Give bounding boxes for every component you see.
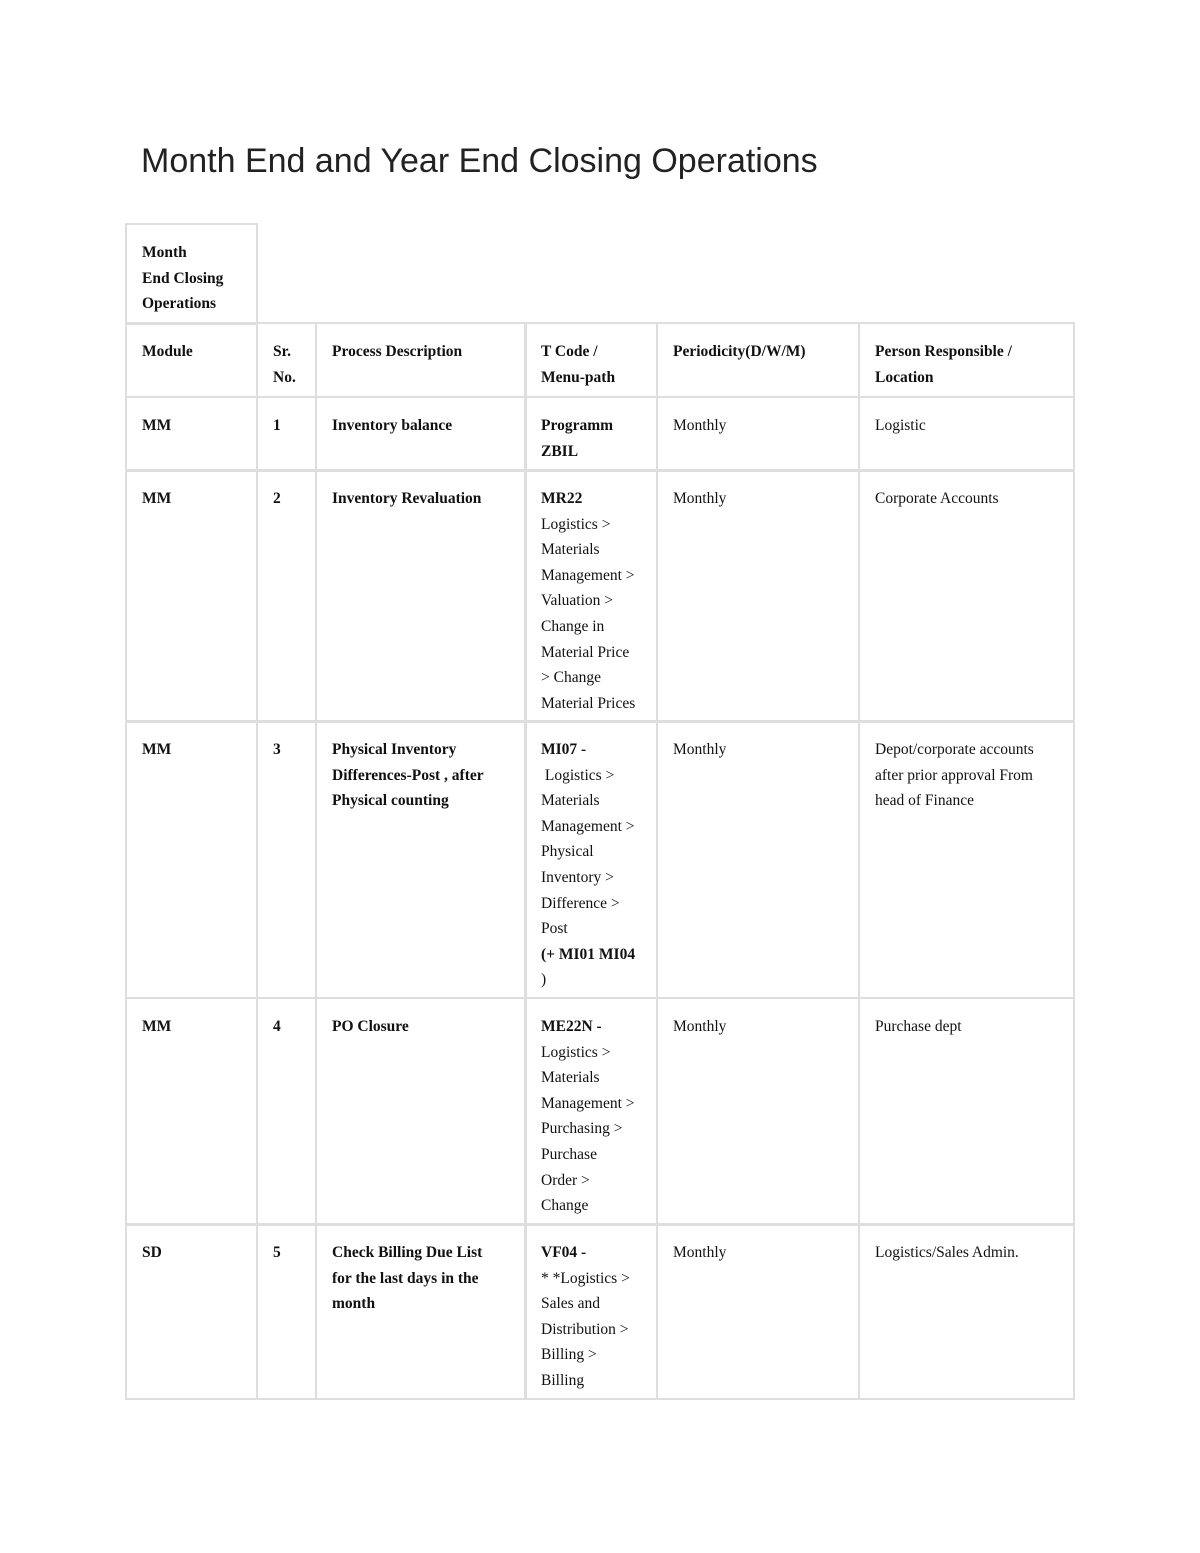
tcode-code-line: ME22N - [541,1018,602,1035]
process-line: Physical Inventory [332,741,457,758]
periodicity-text: Monthly [673,417,727,434]
header-process-label: Process Description [332,343,463,360]
process-line: Check Billing Due List [332,1244,483,1261]
row-1-periodicity [656,396,860,472]
section-label-line: End Closing [142,269,224,287]
tcode-path-line: Management > [541,1094,635,1112]
sr-text: 5 [273,1244,281,1261]
header-tcode-line: T Code / [541,343,598,360]
row-3-sr [256,720,317,999]
row-5-tcode [524,1223,658,1400]
process-line: Inventory Revaluation [332,490,482,507]
process-line: Physical counting [332,792,449,810]
periodicity-text: Monthly [673,490,727,507]
process-line: Differences-Post , after [332,766,484,784]
row-3-process [315,720,527,999]
tcode-code-line: Programm [541,417,614,434]
tcode-path-line: Purchasing > [541,1120,623,1138]
header-tcode [524,322,658,398]
header-tcode-line: Menu-path [541,368,616,386]
row-4-periodicity [656,997,860,1226]
header-person-line: Location [875,368,934,386]
row-1-person [858,396,1075,472]
tcode-path-line: Billing > [541,1346,597,1364]
person-line: Purchase dept [875,1018,962,1035]
tcode-path-line: Inventory > [541,868,614,886]
module-text: MM [142,417,172,434]
row-2-module [125,469,258,723]
tcode-path-line: Difference > [541,894,620,912]
tcode-path-line: Management > [541,817,635,835]
person-line: Corporate Accounts [875,490,999,507]
person-line: Logistics/Sales Admin. [875,1244,1019,1261]
header-sr-no-line: Sr. [273,343,291,360]
row-4-sr [256,997,317,1226]
module-text: MM [142,490,172,507]
row-2-process [315,469,527,723]
row-2-tcode [524,469,658,723]
process-line: for the last days in the [332,1269,479,1287]
header-periodicity [656,322,860,398]
tcode-path-line: Post [541,920,568,938]
periodicity-text: Monthly [673,741,727,758]
tcode-path-line: > Change [541,669,601,687]
tcode-path-line: Distribution > [541,1320,629,1338]
module-text: MM [142,741,172,758]
row-5-person [858,1223,1075,1400]
header-process [315,322,527,398]
row-1-sr [256,396,317,472]
periodicity-text: Monthly [673,1244,727,1261]
tcode-path-line: Purchase [541,1145,597,1163]
row-4-module [125,997,258,1226]
row-4-person [858,997,1075,1226]
periodicity-text: Monthly [673,1018,727,1035]
header-sr-no [256,322,317,398]
row-1-process [315,396,527,472]
process-line: PO Closure [332,1018,409,1035]
module-text: SD [142,1244,162,1261]
tcode-path-line: Valuation > [541,592,614,610]
tcode-path-line: Logistics > [541,1043,611,1061]
row-1-tcode [524,396,658,472]
tcode-path-line: Management > [541,566,635,584]
row-2-periodicity [656,469,860,723]
tcode-path-line: Order > [541,1171,590,1189]
sr-text: 4 [273,1018,281,1035]
tcode-path-line: Logistics > [541,515,611,533]
tcode-path-line: Material Prices [541,694,636,712]
tcode-path-line: Logistics > [541,766,615,784]
page-title: Month End and Year End Closing Operations [141,142,818,180]
tcode-path-line: Change [541,1197,589,1215]
process-line: month [332,1295,376,1313]
tcode-code-line: VF04 - [541,1244,587,1261]
section-label-cell [125,223,258,325]
row-3-tcode [524,720,658,999]
row-3-person [858,720,1075,999]
module-text: MM [142,1018,172,1035]
tcode-code-line: ZBIL [541,442,579,460]
row-4-process [315,997,527,1226]
row-2-sr [256,469,317,723]
row-1-module [125,396,258,472]
tcode-path-line: Material Price [541,643,630,661]
sr-text: 1 [273,417,281,434]
person-line: Logistic [875,417,926,434]
tcode-path-line: Billing [541,1371,585,1389]
tcode-path-line: Sales and [541,1295,600,1313]
row-5-sr [256,1223,317,1400]
row-4-tcode [524,997,658,1226]
process-line: Inventory balance [332,417,453,434]
tcode-path-line: Change in [541,617,605,635]
tcode-path-line: * *Logistics > [541,1269,630,1287]
row-5-process [315,1223,527,1400]
tcode-code-line: MR22 [541,490,583,507]
header-person [858,322,1075,398]
tcode-path-line: Physical [541,843,594,861]
tcode-path-line: Materials [541,792,600,810]
header-module [125,322,258,398]
tcode-code-line: MI07 - [541,741,587,758]
sr-text: 3 [273,741,281,758]
header-periodicity-label: Periodicity(D/W/M) [673,343,806,360]
tcode-code-line: (+ MI01 MI04 [541,945,636,963]
row-5-periodicity [656,1223,860,1400]
header-sr-no-line: No. [273,368,296,386]
row-3-module [125,720,258,999]
row-2-person [858,469,1075,723]
row-5-module [125,1223,258,1400]
row-3-periodicity [656,720,860,999]
tcode-path-line: Materials [541,541,600,559]
section-label-line: Month [142,244,187,261]
section-label-line: Operations [142,295,217,313]
tcode-code-line: ) [541,971,547,989]
person-line: after prior approval From [875,766,1033,784]
header-person-line: Person Responsible / [875,343,1012,360]
person-line: head of Finance [875,792,974,810]
sr-text: 2 [273,490,281,507]
header-module-label: Module [142,343,193,360]
person-line: Depot/corporate accounts [875,741,1034,758]
tcode-path-line: Materials [541,1069,600,1087]
